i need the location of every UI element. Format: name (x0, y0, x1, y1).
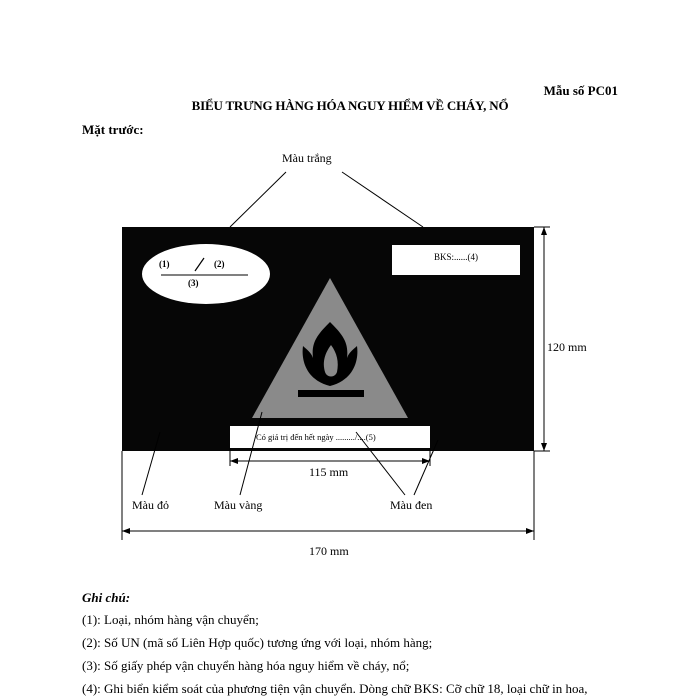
info-oval (142, 244, 270, 304)
oval-field-1: (1) (159, 259, 170, 269)
total-width-dimension-label: 170 mm (309, 544, 349, 558)
page-title: BIỂU TRƯNG HÀNG HÓA NGUY HIỂM VỀ CHÁY, NỔ (191, 98, 509, 113)
note-item-3: (3): Số giấy phép vận chuyển hàng hóa nguy hiểm về cháy, nổ; (82, 658, 410, 673)
note-item-2: (2): Số UN (mã số Liên Hợp quốc) tương ứng với loại, nhóm hàng; (82, 635, 433, 650)
red-color-label: Màu đỏ (132, 498, 169, 512)
notes-heading: Ghi chú: (82, 590, 131, 605)
white-leader-left (230, 172, 286, 227)
white-color-label: Màu trắng (282, 151, 332, 165)
oval-field-3: (3) (188, 278, 199, 288)
plate-text: BKS:......(4) (434, 252, 479, 262)
form-code: Mẫu số PC01 (543, 83, 618, 98)
yellow-color-label: Màu vàng (214, 498, 263, 512)
height-dimension-label: 120 mm (547, 340, 587, 354)
oval-field-2: (2) (214, 259, 225, 269)
note-item-1: (1): Loại, nhóm hàng vận chuyển; (82, 612, 259, 627)
white-leader-right (342, 172, 423, 227)
validity-text: Có giá trị đến hết ngày ........./....(5) (256, 432, 376, 442)
front-side-label: Mặt trước: (82, 122, 144, 137)
inner-width-dimension-label: 115 mm (309, 465, 349, 479)
note-item-4: (4): Ghi biển kiểm soát của phương tiện vận chuyển. Dòng chữ BKS: Cỡ chữ 18, loại chữ in hoa, (82, 681, 588, 696)
black-color-label: Màu đen (390, 498, 433, 512)
